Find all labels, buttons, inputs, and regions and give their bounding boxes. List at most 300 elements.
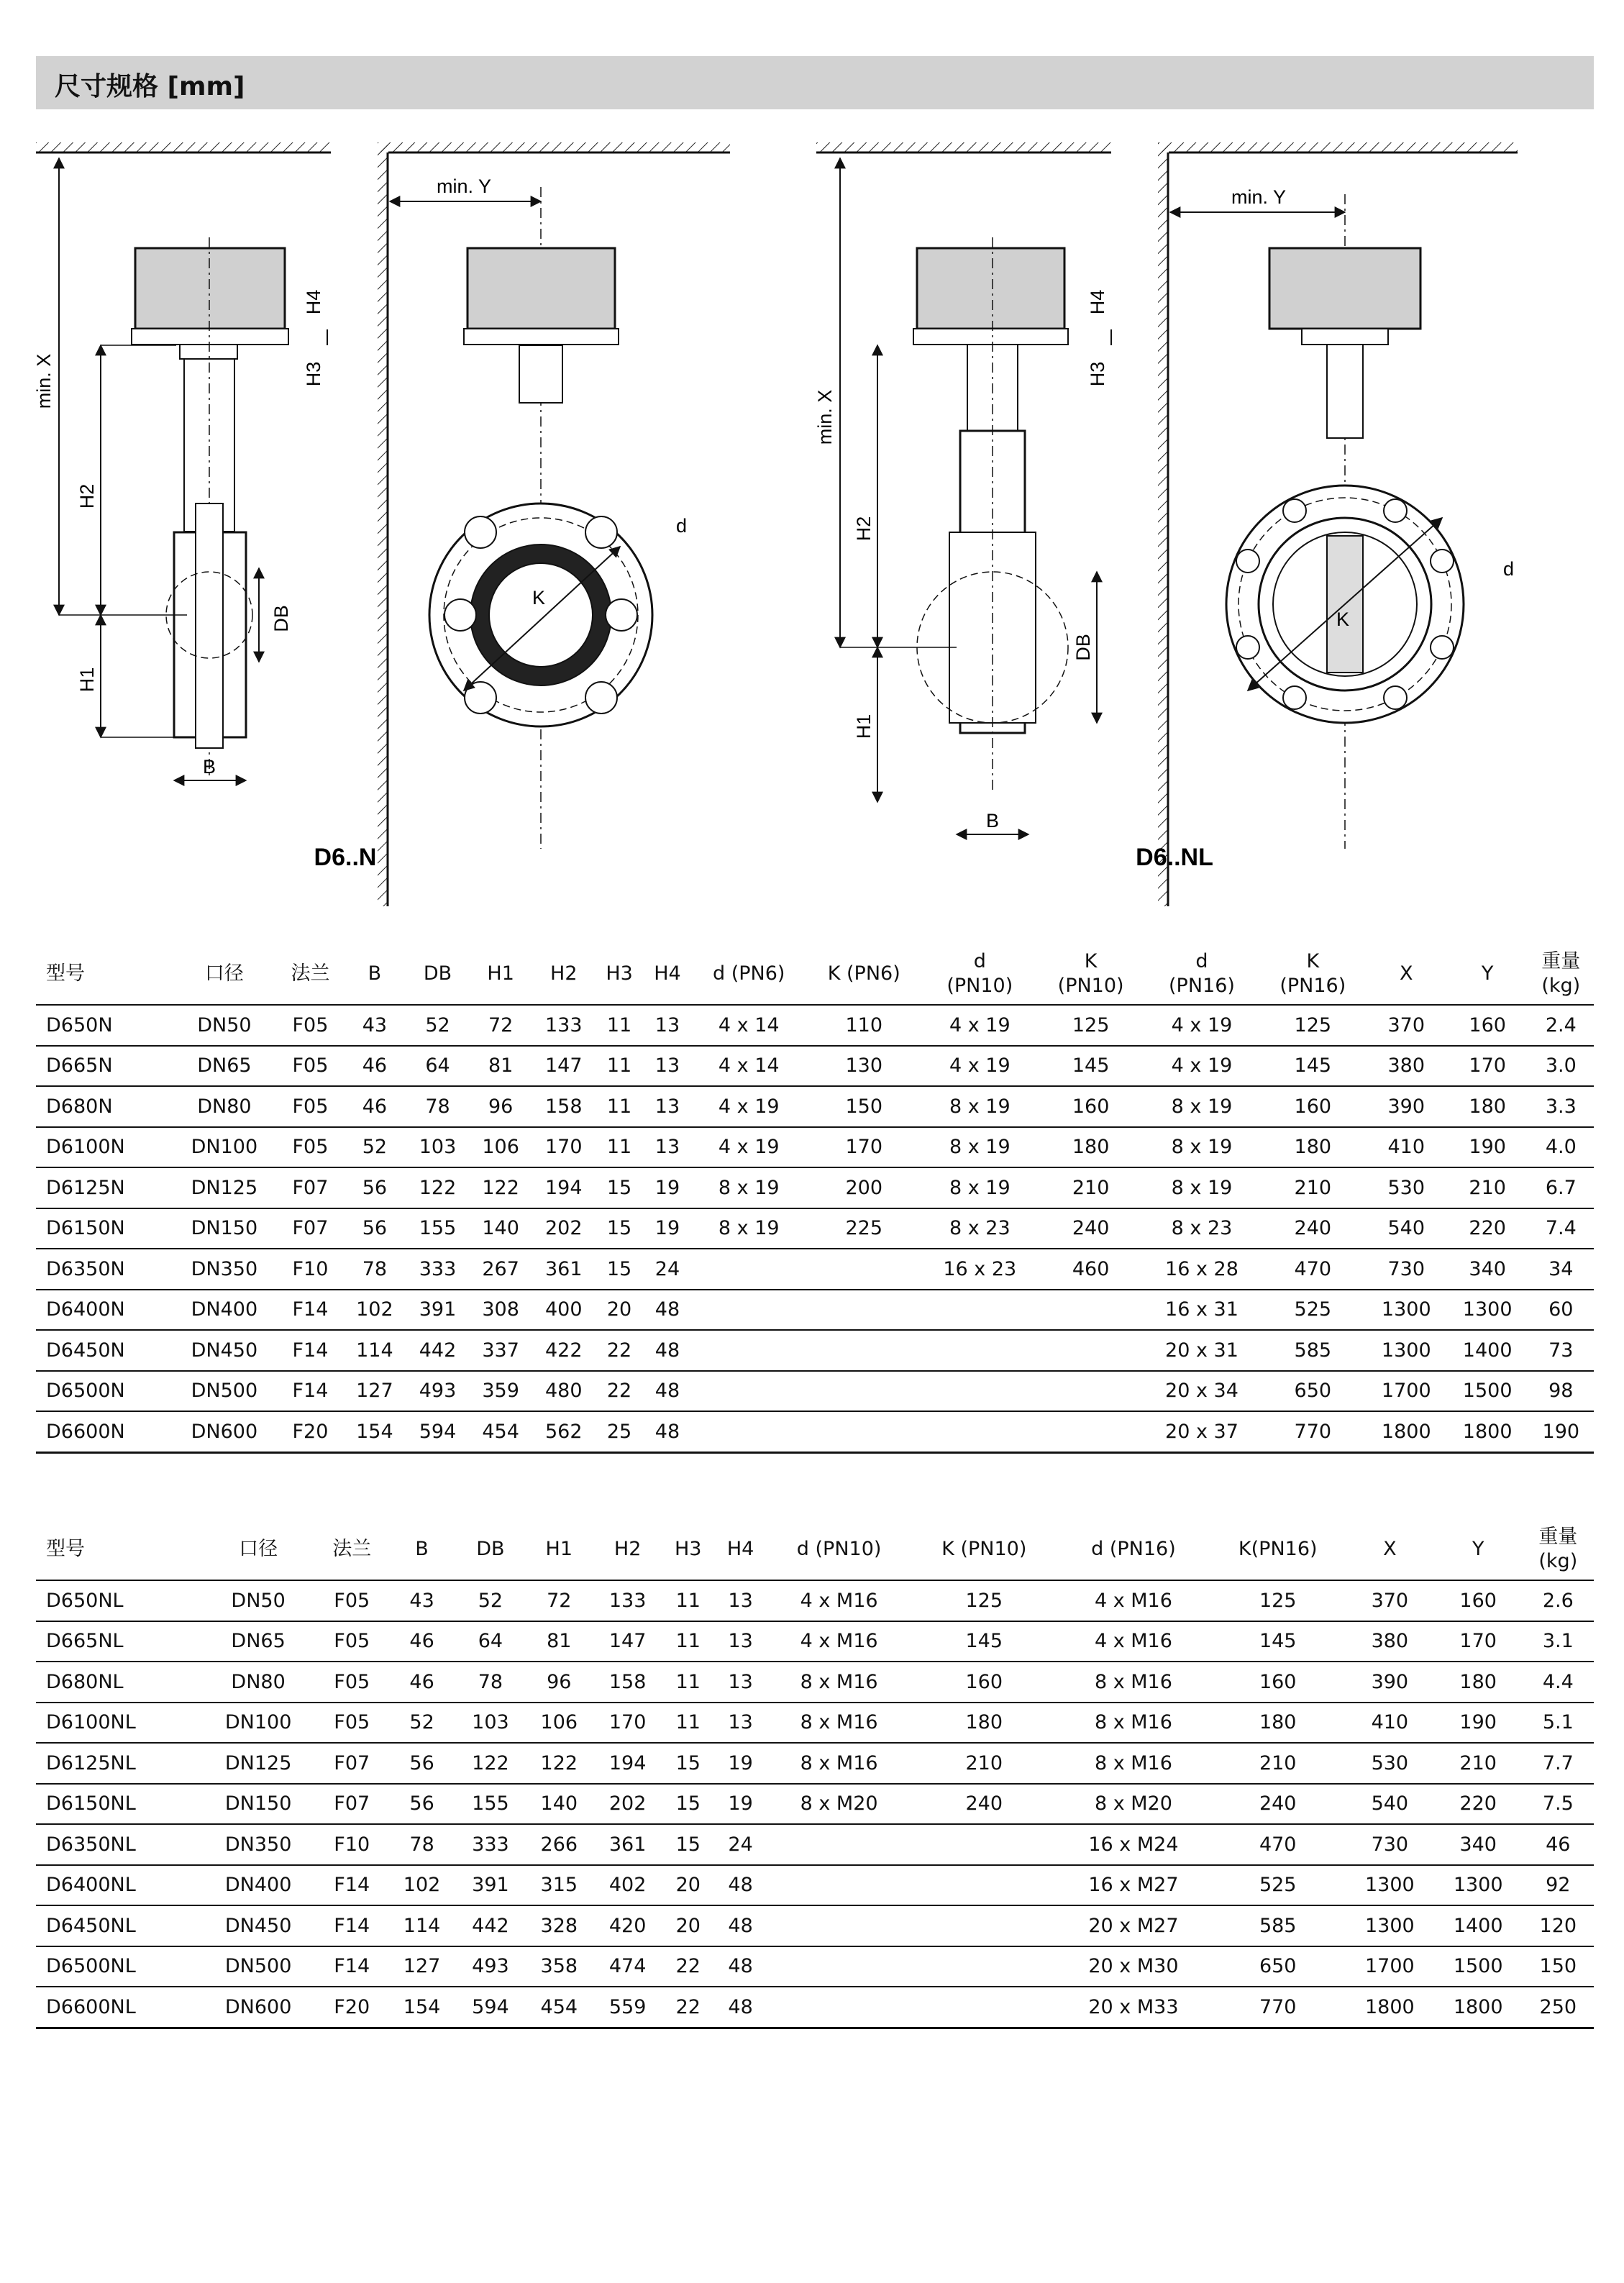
table-cell: 13 [714, 1703, 767, 1744]
column-header: K (PN6) [806, 944, 921, 1005]
table-cell: 16 x M27 [1057, 1865, 1210, 1906]
table-cell: 594 [406, 1411, 470, 1452]
label-db-nl: DB [1072, 634, 1094, 661]
table-cell: F14 [278, 1290, 343, 1331]
table-cell: DN125 [171, 1167, 278, 1208]
table-cell: F14 [316, 1865, 388, 1906]
table-cell: 46 [343, 1086, 406, 1127]
table-row [36, 1905, 1594, 1946]
table-cell: 4 x 19 [921, 1005, 1038, 1046]
column-header: 型号 [36, 1519, 201, 1580]
table-cell: 1400 [1447, 1330, 1528, 1371]
table-cell: 56 [388, 1743, 456, 1784]
table-cell: 180 [911, 1703, 1057, 1744]
table-header-row [36, 1519, 1594, 1580]
table-cell: 22 [662, 1946, 714, 1987]
table-cell: D6500NL [36, 1946, 201, 1987]
table-cell: 4 x 14 [691, 1005, 806, 1046]
column-header: 口径 [201, 1519, 316, 1580]
label-min-x-nl: min. X [814, 389, 836, 445]
column-header: B [388, 1519, 456, 1580]
table-cell: 390 [1366, 1086, 1447, 1127]
table-cell: D680N [36, 1086, 171, 1127]
label-min-y-nl: min. Y [1231, 186, 1287, 208]
label-h4-nl: H4 [1087, 289, 1108, 315]
table-cell: 7.5 [1523, 1784, 1594, 1825]
label-d: d [676, 515, 688, 537]
column-header: Y [1447, 944, 1528, 1005]
table-cell: 266 [525, 1824, 593, 1865]
table-cell: 420 [593, 1905, 662, 1946]
table-cell: 81 [525, 1621, 593, 1662]
table-cell: 140 [469, 1208, 532, 1249]
table-cell: 410 [1366, 1127, 1447, 1168]
table-cell: 220 [1447, 1208, 1528, 1249]
table-cell: F07 [316, 1784, 388, 1825]
table-cell: 358 [525, 1946, 593, 1987]
table-cell: DN350 [171, 1249, 278, 1290]
table-cell [691, 1290, 806, 1331]
table-cell: 127 [343, 1371, 406, 1412]
table-cell: 102 [343, 1290, 406, 1331]
table-cell [691, 1411, 806, 1452]
table-cell: 8 x M16 [767, 1743, 911, 1784]
table-cell: 210 [1434, 1743, 1523, 1784]
table-row [36, 1703, 1594, 1744]
column-header: H1 [469, 944, 532, 1005]
table-cell: 361 [532, 1249, 596, 1290]
table-cell: 19 [714, 1743, 767, 1784]
table-cell: 6.7 [1528, 1167, 1594, 1208]
table-cell: 730 [1366, 1249, 1447, 1290]
table-cell: 594 [456, 1987, 524, 2028]
table-cell: 8 x 23 [1144, 1208, 1260, 1249]
table-cell: DN600 [171, 1411, 278, 1452]
table-cell: 19 [714, 1784, 767, 1825]
table-cell: 160 [1447, 1005, 1528, 1046]
column-header: H4 [714, 1519, 767, 1580]
page-title: 尺寸规格 [mm] [55, 72, 245, 101]
table-row [36, 1005, 1594, 1046]
table-cell: 315 [525, 1865, 593, 1906]
table-cell: DN100 [171, 1127, 278, 1168]
table-cell: 147 [593, 1621, 662, 1662]
table-cell: 20 [662, 1905, 714, 1946]
table-cell: 525 [1210, 1865, 1346, 1906]
table-cell: 52 [388, 1703, 456, 1744]
column-header: H3 [596, 944, 644, 1005]
table-cell: 180 [1260, 1127, 1366, 1168]
table-cell: F10 [316, 1824, 388, 1865]
table-cell: 20 x M30 [1057, 1946, 1210, 1987]
table-cell: 370 [1346, 1580, 1434, 1621]
table-cell: 359 [469, 1371, 532, 1412]
table-cell: 180 [1038, 1127, 1144, 1168]
table-cell: 78 [388, 1824, 456, 1865]
table-cell: 96 [469, 1086, 532, 1127]
table-cell: 98 [1528, 1371, 1594, 1412]
table-cell: 48 [714, 1865, 767, 1906]
table-cell: F20 [316, 1987, 388, 2028]
table-cell: 170 [1434, 1621, 1523, 1662]
table-cell: 190 [1447, 1127, 1528, 1168]
table-cell: 8 x 19 [921, 1167, 1038, 1208]
table-cell: F14 [278, 1371, 343, 1412]
table-row [36, 1249, 1594, 1290]
table-cell: 194 [532, 1167, 596, 1208]
table-cell [767, 1905, 911, 1946]
table-cell: 154 [388, 1987, 456, 2028]
table-cell: 13 [714, 1662, 767, 1703]
table-cell: 202 [593, 1784, 662, 1825]
table-cell: 127 [388, 1946, 456, 1987]
table-cell: 4.0 [1528, 1127, 1594, 1168]
table-cell: F14 [316, 1905, 388, 1946]
table-row [36, 1330, 1594, 1371]
column-header: H1 [525, 1519, 593, 1580]
table-cell: 4 x M16 [1057, 1580, 1210, 1621]
table-cell: 200 [806, 1167, 921, 1208]
table-cell: DN400 [201, 1865, 316, 1906]
table-cell: 380 [1346, 1621, 1434, 1662]
table-cell: 210 [1447, 1167, 1528, 1208]
table-cell: 240 [911, 1784, 1057, 1825]
table-cell: 308 [469, 1290, 532, 1331]
table-cell [1038, 1371, 1144, 1412]
table-cell: 585 [1260, 1330, 1366, 1371]
table-cell: 525 [1260, 1290, 1366, 1331]
table-cell: 19 [644, 1167, 692, 1208]
table-row [36, 1127, 1594, 1168]
table-cell: 1700 [1366, 1371, 1447, 1412]
table-cell: D6100NL [36, 1703, 201, 1744]
table-cell: F05 [316, 1621, 388, 1662]
table-cell: 145 [1260, 1046, 1366, 1087]
table-cell: 4 x M16 [767, 1621, 911, 1662]
table-cell: 120 [1523, 1905, 1594, 1946]
table-cell: 24 [644, 1249, 692, 1290]
column-header: H2 [593, 1519, 662, 1580]
table-cell: 480 [532, 1371, 596, 1412]
table-cell: 125 [1210, 1580, 1346, 1621]
table-cell: DN125 [201, 1743, 316, 1784]
table-cell: 3.1 [1523, 1621, 1594, 1662]
table-cell: 8 x M20 [767, 1784, 911, 1825]
table-cell: 540 [1346, 1784, 1434, 1825]
table-cell: 530 [1346, 1743, 1434, 1784]
table-cell: 20 [662, 1865, 714, 1906]
table-cell: 4 x M16 [1057, 1621, 1210, 1662]
table-cell: 114 [343, 1330, 406, 1371]
table-cell: DN50 [171, 1005, 278, 1046]
table-cell: 160 [1260, 1086, 1366, 1127]
table-cell [1038, 1330, 1144, 1371]
table-cell: 340 [1434, 1824, 1523, 1865]
table-cell: 210 [1210, 1743, 1346, 1784]
table-cell: D6350N [36, 1249, 171, 1290]
table-cell: 64 [456, 1621, 524, 1662]
table-cell: 20 x M27 [1057, 1905, 1210, 1946]
table-cell: 4 x 14 [691, 1046, 806, 1087]
table-cell: 8 x 23 [921, 1208, 1038, 1249]
table-cell: DN80 [171, 1086, 278, 1127]
table-cell: D6100N [36, 1127, 171, 1168]
table-cell: D6600NL [36, 1987, 201, 2028]
table-cell: D6125N [36, 1167, 171, 1208]
table-row [36, 1371, 1594, 1412]
table-cell: 11 [662, 1580, 714, 1621]
table-cell: DN350 [201, 1824, 316, 1865]
table-cell: D665NL [36, 1621, 201, 1662]
table-cell: 103 [456, 1703, 524, 1744]
table-cell: D6400NL [36, 1865, 201, 1906]
table-cell: 60 [1528, 1290, 1594, 1331]
table-cell: 106 [525, 1703, 593, 1744]
table-cell: 7.7 [1523, 1743, 1594, 1784]
table-cell: 48 [644, 1371, 692, 1412]
table-cell: 160 [1210, 1662, 1346, 1703]
table-cell: 52 [406, 1005, 470, 1046]
table-cell: 133 [593, 1580, 662, 1621]
table-cell: 158 [593, 1662, 662, 1703]
table-cell: 402 [593, 1865, 662, 1906]
spec-table-n [36, 944, 1594, 1454]
table-cell: 422 [532, 1330, 596, 1371]
front-view-nl [1158, 142, 1518, 906]
table-cell: 92 [1523, 1865, 1594, 1906]
table-cell: 13 [714, 1580, 767, 1621]
table-cell: 13 [714, 1621, 767, 1662]
table-cell: 8 x 19 [921, 1127, 1038, 1168]
table-row [36, 1167, 1594, 1208]
table-cell: 78 [343, 1249, 406, 1290]
label-b: B [202, 756, 216, 778]
column-header: H4 [644, 944, 692, 1005]
column-header: d (PN16) [1057, 1519, 1210, 1580]
table-cell: DN150 [171, 1208, 278, 1249]
table-cell: 391 [406, 1290, 470, 1331]
table-cell: 585 [1210, 1905, 1346, 1946]
front-view-n [378, 142, 730, 906]
table-cell: DN600 [201, 1987, 316, 2028]
table-cell: 210 [1260, 1167, 1366, 1208]
table-cell: 1500 [1447, 1371, 1528, 1412]
side-view-nl [814, 142, 1111, 834]
table-cell: 391 [456, 1865, 524, 1906]
label-h1-nl: H1 [853, 714, 875, 739]
table-cell: 78 [456, 1662, 524, 1703]
table-cell: 72 [525, 1580, 593, 1621]
table-cell: 460 [1038, 1249, 1144, 1290]
column-header: DB [406, 944, 470, 1005]
table-row [36, 1824, 1594, 1865]
table-cell: 16 x 31 [1144, 1290, 1260, 1331]
table-cell: 4.4 [1523, 1662, 1594, 1703]
label-h1: H1 [76, 667, 98, 693]
table-cell: 470 [1210, 1824, 1346, 1865]
table-cell: 470 [1260, 1249, 1366, 1290]
table-cell: 493 [406, 1371, 470, 1412]
table-cell: 770 [1260, 1411, 1366, 1452]
header-bar [36, 56, 1594, 109]
table-cell: D650NL [36, 1580, 201, 1621]
table-cell: 1800 [1346, 1987, 1434, 2028]
column-header: X [1346, 1519, 1434, 1580]
table-cell: 390 [1346, 1662, 1434, 1703]
table-cell: 190 [1434, 1703, 1523, 1744]
table-cell [691, 1249, 806, 1290]
table-cell: 454 [525, 1987, 593, 2028]
table-cell: 400 [532, 1290, 596, 1331]
table-cell: F14 [278, 1330, 343, 1371]
table-cell: F10 [278, 1249, 343, 1290]
label-h2: H2 [76, 483, 98, 509]
table-cell: 180 [1447, 1086, 1528, 1127]
table-cell: 78 [406, 1086, 470, 1127]
table-cell: 19 [644, 1208, 692, 1249]
table-cell: 650 [1260, 1371, 1366, 1412]
label-b-nl: B [985, 810, 1000, 831]
table-cell [911, 1905, 1057, 1946]
table-cell [921, 1290, 1038, 1331]
table-cell: 730 [1346, 1824, 1434, 1865]
table-cell: 540 [1366, 1208, 1447, 1249]
table-cell: 155 [406, 1208, 470, 1249]
table-cell: 1800 [1366, 1411, 1447, 1452]
table-cell: 43 [343, 1005, 406, 1046]
side-view-n [33, 142, 331, 780]
table-cell: 16 x 28 [1144, 1249, 1260, 1290]
table-cell: 56 [343, 1167, 406, 1208]
table-cell: 493 [456, 1946, 524, 1987]
table-cell: 180 [1210, 1703, 1346, 1744]
table-cell: 11 [596, 1046, 644, 1087]
table-row [36, 1662, 1594, 1703]
table-cell: 370 [1366, 1005, 1447, 1046]
table-cell: DN80 [201, 1662, 316, 1703]
table-cell: F07 [278, 1208, 343, 1249]
table-cell: 333 [406, 1249, 470, 1290]
table-cell: 530 [1366, 1167, 1447, 1208]
table-cell [911, 1824, 1057, 1865]
table-cell: 1700 [1346, 1946, 1434, 1987]
table-cell [691, 1330, 806, 1371]
table-cell: 4 x 19 [1144, 1046, 1260, 1087]
table-cell [1038, 1290, 1144, 1331]
table-cell [1038, 1411, 1144, 1452]
table-cell: 11 [662, 1621, 714, 1662]
table-cell: 64 [406, 1046, 470, 1087]
table-cell: 15 [596, 1249, 644, 1290]
table-cell: 160 [911, 1662, 1057, 1703]
table-cell: 4 x 19 [921, 1046, 1038, 1087]
dimension-drawings [0, 129, 1624, 906]
table-cell: 110 [806, 1005, 921, 1046]
table-cell: 52 [456, 1580, 524, 1621]
table-cell: 72 [469, 1005, 532, 1046]
table-cell: 8 x 19 [691, 1208, 806, 1249]
table-cell: DN65 [171, 1046, 278, 1087]
table-cell: F05 [316, 1703, 388, 1744]
table-cell: 1300 [1447, 1290, 1528, 1331]
column-header: B [343, 944, 406, 1005]
table-cell: 240 [1038, 1208, 1144, 1249]
label-min-y: min. Y [436, 176, 492, 197]
column-header: X [1366, 944, 1447, 1005]
table-cell: 20 [596, 1290, 644, 1331]
table-cell: 1300 [1366, 1290, 1447, 1331]
table-cell: 180 [1434, 1662, 1523, 1703]
table-cell: 220 [1434, 1784, 1523, 1825]
table-cell: 770 [1210, 1987, 1346, 2028]
column-header: K (PN10) [911, 1519, 1057, 1580]
table-cell: 194 [593, 1743, 662, 1784]
table-cell [921, 1371, 1038, 1412]
table-cell: DN400 [171, 1290, 278, 1331]
table-cell: 13 [644, 1005, 692, 1046]
table-cell: DN65 [201, 1621, 316, 1662]
table-cell: F05 [316, 1580, 388, 1621]
table-cell: 11 [662, 1662, 714, 1703]
table-cell: 454 [469, 1411, 532, 1452]
table-row [36, 1086, 1594, 1127]
table-cell: D6600N [36, 1411, 171, 1452]
table-cell: 145 [1210, 1621, 1346, 1662]
table-cell: 96 [525, 1662, 593, 1703]
table-cell: F05 [316, 1662, 388, 1703]
table-cell: 202 [532, 1208, 596, 1249]
table-cell: 1300 [1434, 1865, 1523, 1906]
table-cell: 150 [1523, 1946, 1594, 1987]
table-cell: 125 [1038, 1005, 1144, 1046]
table-cell: 1800 [1447, 1411, 1528, 1452]
table-cell: 16 x M24 [1057, 1824, 1210, 1865]
column-header: 重量 (kg) [1528, 944, 1594, 1005]
label-k: K [532, 587, 546, 609]
table-cell: 48 [644, 1411, 692, 1452]
table-cell [767, 1865, 911, 1906]
table-cell: 170 [1447, 1046, 1528, 1087]
table-cell: 122 [469, 1167, 532, 1208]
table-cell: 340 [1447, 1249, 1528, 1290]
table-cell: 20 x M33 [1057, 1987, 1210, 2028]
table-cell: 81 [469, 1046, 532, 1087]
table-cell: 267 [469, 1249, 532, 1290]
table-cell: 48 [714, 1987, 767, 2028]
table-cell: 442 [456, 1905, 524, 1946]
table-cell: 102 [388, 1865, 456, 1906]
table-cell: 46 [343, 1046, 406, 1087]
table-cell: D6400N [36, 1290, 171, 1331]
table-cell: 125 [1260, 1005, 1366, 1046]
table-cell: F05 [278, 1046, 343, 1087]
table-cell: 158 [532, 1086, 596, 1127]
table-cell: F14 [316, 1946, 388, 1987]
table-cell [767, 1946, 911, 1987]
table-cell: 650 [1210, 1946, 1346, 1987]
table-cell: DN500 [171, 1371, 278, 1412]
table-cell: DN150 [201, 1784, 316, 1825]
table-cell: 22 [596, 1330, 644, 1371]
table-cell [767, 1824, 911, 1865]
table-row [36, 1046, 1594, 1087]
column-header: Y [1434, 1519, 1523, 1580]
table-cell: D6500N [36, 1371, 171, 1412]
label-h3: H3 [303, 361, 324, 387]
table-cell: 145 [1038, 1046, 1144, 1087]
column-header: K (PN10) [1038, 944, 1144, 1005]
table-cell: 15 [596, 1167, 644, 1208]
